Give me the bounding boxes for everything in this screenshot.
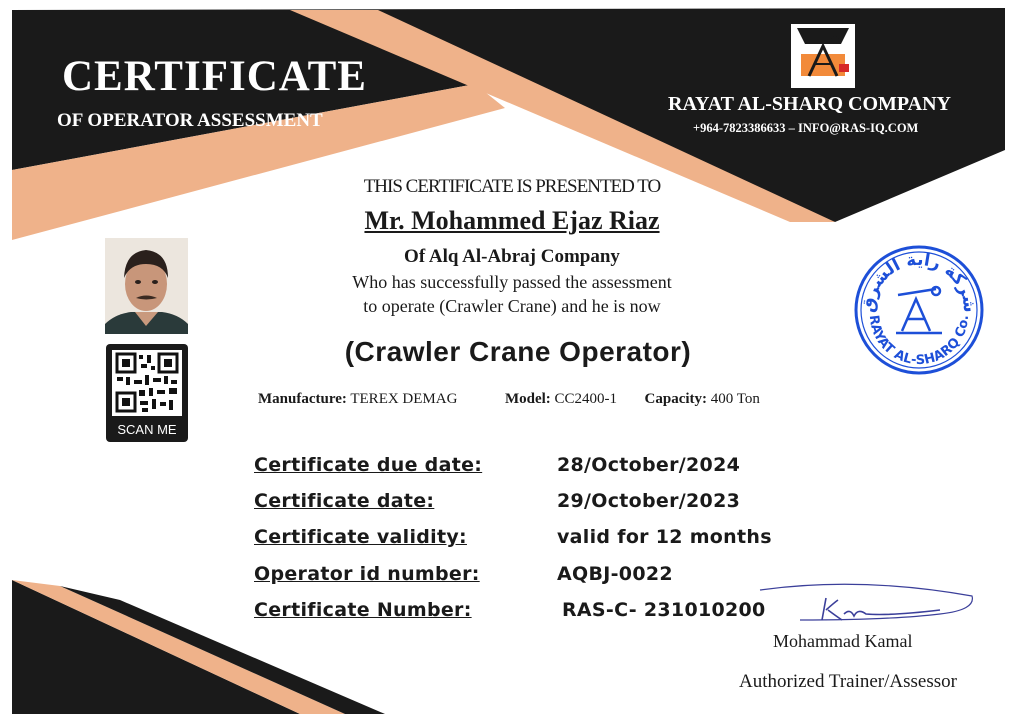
validity-label: Certificate validity: — [254, 526, 467, 548]
issue-date-value: 29/October/2023 — [557, 490, 741, 512]
holder-photo — [105, 238, 188, 334]
signer-name: Mohammad Kamal — [773, 631, 913, 651]
qr-scan-label: SCAN ME — [117, 422, 177, 437]
statement-line-2: to operate (Crawler Crane) and he is now — [363, 296, 661, 316]
validity-value: valid for 12 months — [557, 526, 772, 548]
presented-to-heading: THIS CERTIFICATE IS PRESENTED TO — [363, 176, 661, 197]
model-label: Model: — [504, 391, 551, 407]
equipment-specs — [258, 391, 760, 408]
operator-id-label: Operator id number: — [254, 563, 480, 585]
capacity-value: 400 Ton — [710, 391, 760, 407]
holder-name: Mr. Mohammed Ejaz Riaz — [364, 206, 660, 235]
certificate-subtitle: OF OPERATOR ASSESSMENT — [57, 110, 323, 131]
company-contact: +964-7823386633 – INFO@RAS-IQ.COM — [693, 121, 919, 135]
company-logo-icon — [791, 24, 855, 88]
manufacture-label: Manufacture: — [258, 391, 347, 407]
signature-scribble-icon — [740, 580, 980, 630]
certificate-number-value: RAS-C- 231010200 — [562, 599, 766, 621]
operator-id-value: AQBJ-0022 — [557, 563, 673, 585]
holder-organization: Of Alq Al-Abraj Company — [404, 246, 620, 267]
stamp-latin-text: RAYAT AL-SHARQ Co. — [865, 314, 973, 369]
person-portrait-icon — [105, 238, 188, 334]
stamp-arabic-text: شركة راية الشرق — [858, 249, 980, 314]
company-stamp-icon — [852, 243, 986, 377]
due-date-label: Certificate due date: — [254, 454, 483, 476]
signer-title: Authorized Trainer/Assessor — [739, 671, 957, 692]
company-name: RAYAT AL-SHARQ COMPANY — [668, 93, 951, 115]
issue-date-label: Certificate date: — [254, 490, 435, 512]
certificate-title: CERTIFICATE — [62, 53, 367, 100]
qr-code-icon — [112, 350, 182, 416]
certificate-number-label: Certificate Number: — [254, 599, 472, 621]
qr-code-card[interactable] — [106, 344, 188, 442]
due-date-value: 28/October/2024 — [557, 454, 741, 476]
certified-role: (Crawler Crane Operator) — [344, 336, 692, 367]
capacity-label: Capacity: — [644, 391, 708, 407]
statement-line-1: Who has successfully passed the assessment — [352, 272, 672, 292]
manufacture-value: TEREX DEMAG — [350, 391, 458, 407]
model-value: CC2400-1 — [554, 391, 618, 407]
